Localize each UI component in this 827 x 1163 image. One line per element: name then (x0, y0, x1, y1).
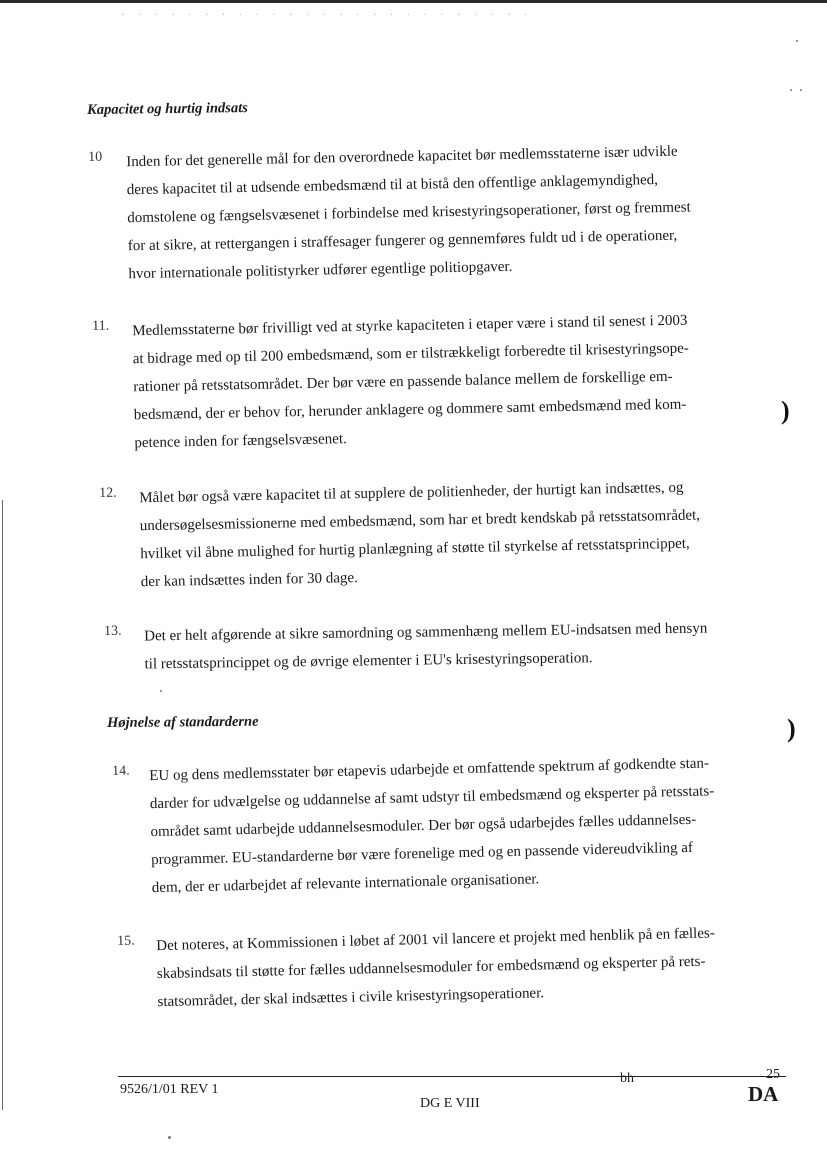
paragraph-line: Inden for det generelle mål for den overordnede kapacitet bør medlemsstaterne især udvikle (126, 143, 678, 171)
paragraph-line: Målet bør også være kapacitet til at supplere de politienheder, der hurtigt kan indsættes, og (139, 479, 684, 507)
scan-speck (160, 690, 162, 692)
scan-speck (800, 89, 802, 91)
paragraph-number: 11. (92, 318, 110, 334)
section-heading: Højnelse af standarderne (107, 713, 259, 731)
scan-speck (168, 1136, 171, 1139)
paragraph-line: til retsstatsprincippet og de øvrige elementer i EU's krisestyringsoperation. (144, 650, 593, 673)
scan-speck (790, 89, 792, 91)
paragraph-number: 15. (117, 933, 135, 949)
paragraph-line: Det er helt afgørende at sikre samordning og sammenhæng mellem EU-indsatsen med hensyn (144, 620, 708, 645)
paragraph-line: hvilket vil åbne mulighed for hurtig planlægning af støtte til styrkelse af retsstatsprincippet, (140, 535, 690, 563)
paragraph-line: petence inden for fængselsvæsenet. (134, 431, 347, 452)
paragraph-line: skabsindsats til støtte for fælles uddannelsesmoduler for embedsmænd og eksperter på rets- (156, 953, 706, 983)
paragraph-number: 14. (112, 763, 130, 779)
fax-header-rule (0, 0, 827, 3)
margin-bracket-mark: ) (787, 714, 796, 743)
paragraph-line: at bidrage med op til 200 embedsmænd, som er tilstrækkeligt forberedte til krisestyringsope- (132, 340, 689, 368)
fax-header-noise: · · · · · · · · · · · · · · · · · · · · · · · · · (120, 10, 532, 20)
footer-initials: bh (620, 1071, 634, 1086)
paragraph-line: undersøgelsesmissionerne med embedsmænd, som har et bredt kendskab på retsstatsområdet, (139, 507, 701, 535)
paragraph-number: 13. (104, 623, 122, 639)
paragraph-line: dem, der er udarbejdet af relevante internationale organisationer. (151, 871, 540, 897)
paragraph-line: statsområdet, der skal indsættes i civile krisestyringsoperationer. (157, 985, 545, 1011)
paragraph-line: bedsmænd, der er behov for, herunder anklagere og dommere samt embedsmænd med kom- (133, 396, 687, 424)
footer-language-code: DA (748, 1082, 779, 1106)
paragraph-number: 12. (99, 485, 117, 501)
scan-speck (796, 40, 798, 42)
footer-directorate: DG E VIII (420, 1096, 480, 1111)
paragraph-line: programmer. EU-standarderne bør være forenelige med og en passende videreudvikling af (151, 839, 694, 869)
footer-page-number: 25 (766, 1067, 780, 1082)
paragraph-line: rationer på retsstatsområdet. Der bør være en passende balance mellem de forskellige em- (133, 368, 673, 396)
paragraph-line: Det noteres, at Kommissionen i løbet af 2001 vil lancere et projekt med henblik på en fælles- (156, 925, 715, 955)
paragraph-line: Medlemsstaterne bør frivilligt ved at styrke kapaciteten i etaper være i stand til senest i 2003 (132, 312, 688, 340)
paragraph-number: 10 (88, 149, 103, 165)
paragraph-line: domstolene og fængselsvæsenet i forbindelse med krisestyringsoperationer, først og fremmest (127, 199, 691, 227)
footer-document-reference: 9526/1/01 REV 1 (120, 1082, 219, 1097)
section-heading: Kapacitet og hurtig indsats (87, 100, 248, 118)
footer-rule (118, 1076, 786, 1077)
paragraph-line: darder for udvælgelse og uddannelse af samt udstyr til embedsmænd og eksperter på retsstats- (149, 783, 715, 813)
paragraph-line: området samt udarbejde uddannelsesmoduler. Der bør også udarbejdes fælles uddannelses- (150, 811, 697, 841)
scan-edge-line (2, 500, 3, 1110)
paragraph-line: EU og dens medlemsstater bør etapevis udarbejde et omfattende spektrum af godkendte stan- (149, 755, 710, 785)
paragraph-line: deres kapacitet til at udsende embedsmænd til at bistå den offentlige anklagemyndighed, (126, 172, 659, 199)
paragraph-line: der kan indsættes inden for 30 dage. (140, 570, 358, 591)
paragraph-line: hvor internationale politistyrker udfører egentlige politiopgaver. (128, 258, 513, 283)
paragraph-line: for at sikre, at rettergangen i straffesager fungerer og gennemføres fuldt ud i de operationer, (127, 227, 678, 255)
margin-bracket-mark: ) (781, 396, 790, 425)
